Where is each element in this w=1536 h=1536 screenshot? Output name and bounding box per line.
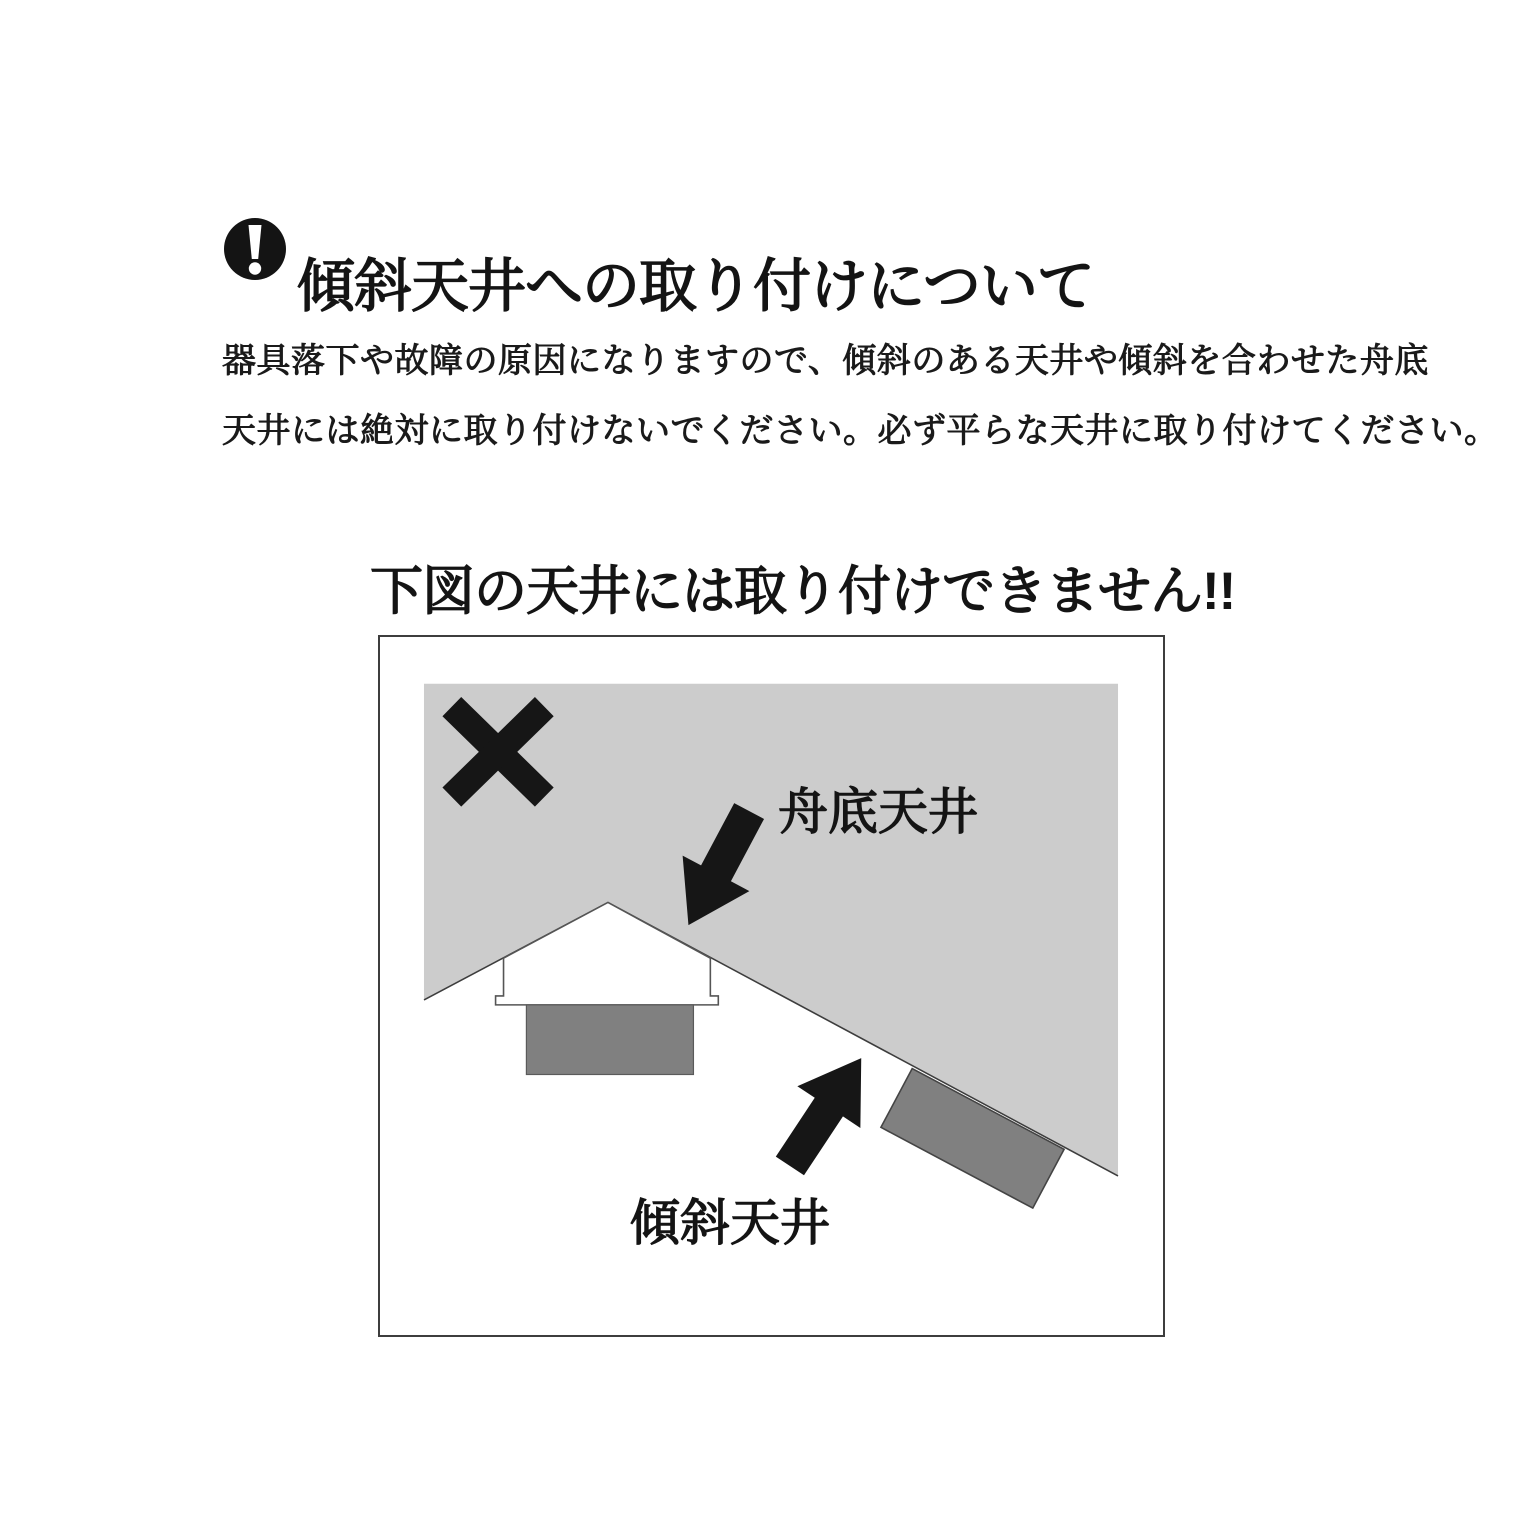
exclamation-circle-icon xyxy=(223,217,287,281)
warning-paragraph xyxy=(222,326,1499,466)
fixture-on-flat xyxy=(526,1005,693,1075)
warning-line-2: 天井には絶対に取り付けないでください。必ず平らな天井に取り付けてください。 xyxy=(222,412,1499,450)
page-title: 傾斜天井への取り付けについて xyxy=(297,253,1094,319)
ceiling-shape xyxy=(424,684,1118,1176)
warning-line-1: 器具落下や故障の原因になりますので、傾斜のある天井や傾斜を合わせた舟底 xyxy=(222,342,1429,380)
arrow-to-slope-icon xyxy=(758,1037,892,1186)
label-sloped-ceiling: 傾斜天井 xyxy=(630,1195,830,1251)
label-boat-bottom-ceiling: 舟底天井 xyxy=(778,784,978,840)
diagram-heading: 下図の天井には取り付けできません!! xyxy=(370,562,1236,621)
ceiling-diagram xyxy=(378,635,1165,1337)
